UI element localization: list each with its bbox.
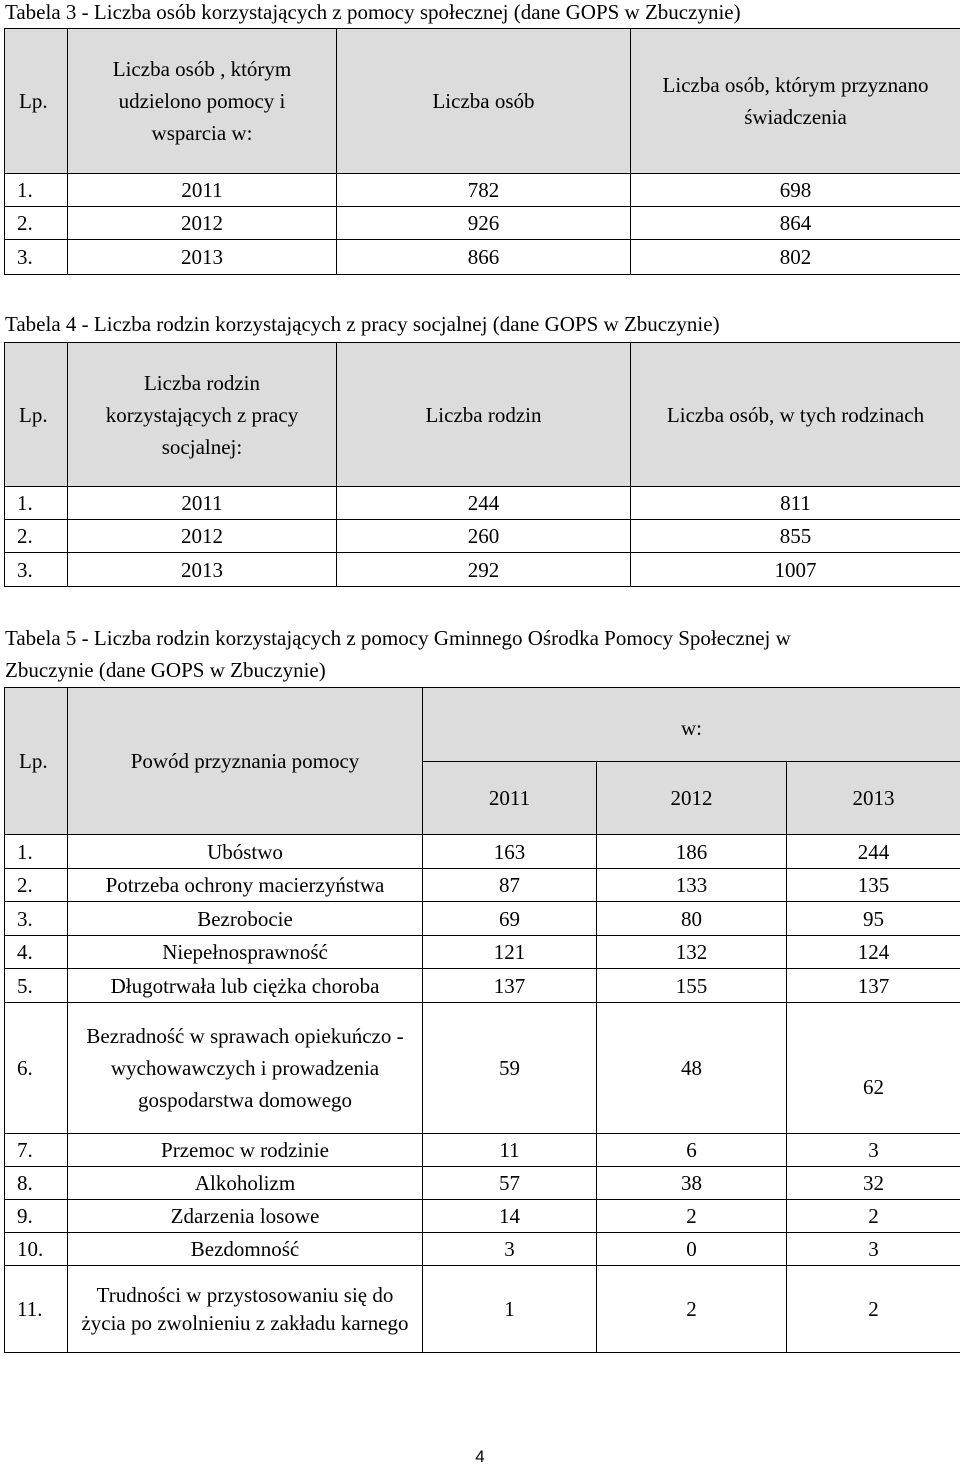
table-cell-lp: 1. [5, 174, 68, 207]
table-cell: 2 [597, 1266, 787, 1353]
table-row [5, 902, 960, 936]
table-cell-lp: 1. [5, 487, 68, 520]
table-cell: 2011 [68, 174, 337, 207]
table-cell-reason: Trudności w przystosowaniu się do życia po zwolnieniu z zakładu karnego [68, 1266, 423, 1353]
table-row [5, 553, 960, 587]
table-cell: 2012 [68, 520, 337, 553]
table-cell: 80 [597, 902, 787, 936]
table3-header-lp: Lp. [5, 29, 68, 174]
table-row [5, 1233, 960, 1266]
table-cell: 95 [787, 902, 960, 936]
table-cell: 244 [787, 835, 960, 869]
table-cell: 811 [631, 487, 960, 520]
table-cell: 186 [597, 835, 787, 869]
table-cell-reason: Długotrwała lub ciężka choroba [68, 969, 423, 1003]
table-cell: 2 [787, 1200, 960, 1233]
table-cell: 2013 [68, 553, 337, 587]
table-cell-reason: Zdarzenia losowe [68, 1200, 423, 1233]
table4 [4, 342, 960, 587]
table-row [5, 1003, 960, 1134]
table-row [5, 1167, 960, 1200]
table-cell: 137 [787, 969, 960, 1003]
table-cell-reason: Potrzeba ochrony macierzyństwa [68, 869, 423, 902]
table5-header-reason: Powód przyznania pomocy [68, 688, 423, 835]
table-cell-reason: Ubóstwo [68, 835, 423, 869]
page-number: 4 [475, 1447, 485, 1466]
table4-header-col3: Liczba osób, w tych rodzinach [631, 343, 960, 487]
table-cell: 2011 [68, 487, 337, 520]
table-cell: 926 [337, 207, 631, 240]
table-cell: 2 [597, 1200, 787, 1233]
table-row [5, 936, 960, 969]
table-cell-lp: 9. [5, 1200, 68, 1233]
table4-header-row [5, 343, 960, 487]
table3-caption: Tabela 3 - Liczba osób korzystających z pomocy społecznej (dane GOPS w Zbuczynie) [5, 0, 741, 24]
table-cell: 59 [423, 1003, 597, 1134]
table5-header-group: w: [423, 688, 960, 762]
table-row [5, 174, 960, 207]
table5-header-year: 2012 [597, 762, 787, 835]
table4-header-col2: Liczba rodzin [337, 343, 631, 487]
table-cell-lp: 1. [5, 835, 68, 869]
table-cell: 121 [423, 936, 597, 969]
table5 [4, 687, 960, 1353]
table-cell: 0 [597, 1233, 787, 1266]
table-row [5, 869, 960, 902]
table-cell: 11 [423, 1134, 597, 1167]
table-cell: 3 [787, 1233, 960, 1266]
table3 [4, 28, 960, 275]
table-cell-lp: 6. [5, 1003, 68, 1134]
table-cell-lp: 3. [5, 240, 68, 275]
table-cell: 69 [423, 902, 597, 936]
table-cell: 1 [423, 1266, 597, 1353]
table-cell-lp: 2. [5, 207, 68, 240]
table-cell-lp: 10. [5, 1233, 68, 1266]
table-cell-lp: 3. [5, 902, 68, 936]
table-cell-lp: 11. [5, 1266, 68, 1353]
table4-header-col1: Liczba rodzin korzystających z pracy socjalnej: [68, 343, 337, 487]
table-cell: 1007 [631, 553, 960, 587]
table-cell: 2012 [68, 207, 337, 240]
table-row [5, 835, 960, 869]
table-cell: 2 [787, 1266, 960, 1353]
table-cell: 62 [787, 1003, 960, 1134]
table-cell: 698 [631, 174, 960, 207]
table3-header-col1: Liczba osób , którym udzielono pomocy i wsparcia w: [68, 29, 337, 174]
table-cell-lp: 8. [5, 1167, 68, 1200]
table3-header-col3: Liczba osób, którym przyznano świadczenia [631, 29, 960, 174]
table5-caption-line2: Zbuczynie (dane GOPS w Zbuczynie) [5, 658, 326, 682]
table-cell: 32 [787, 1167, 960, 1200]
table3-header-col2: Liczba osób [337, 29, 631, 174]
table-cell-lp: 2. [5, 869, 68, 902]
table-row [5, 487, 960, 520]
table4-header-lp: Lp. [5, 343, 68, 487]
table-cell-reason: Bezdomność [68, 1233, 423, 1266]
table-cell: 57 [423, 1167, 597, 1200]
table-cell-reason: Bezradność w sprawach opiekuńczo - wychowawczych i prowadzenia gospodarstwa domowego [68, 1003, 423, 1134]
table-cell: 866 [337, 240, 631, 275]
table-cell-reason: Przemoc w rodzinie [68, 1134, 423, 1167]
table-cell: 87 [423, 869, 597, 902]
table-cell-reason: Alkoholizm [68, 1167, 423, 1200]
table-cell: 133 [597, 869, 787, 902]
table-row [5, 1200, 960, 1233]
table-cell: 132 [597, 936, 787, 969]
table5-header-lp: Lp. [5, 688, 68, 835]
table5-header-row-1 [5, 688, 960, 762]
table-cell: 864 [631, 207, 960, 240]
table-cell: 244 [337, 487, 631, 520]
table-cell: 135 [787, 869, 960, 902]
table-cell: 14 [423, 1200, 597, 1233]
table-row [5, 969, 960, 1003]
table-cell: 292 [337, 553, 631, 587]
table4-caption: Tabela 4 - Liczba rodzin korzystających z pracy socjalnej (dane GOPS w Zbuczynie) [5, 312, 720, 336]
table-row [5, 207, 960, 240]
table-cell: 124 [787, 936, 960, 969]
table5-caption-line1: Tabela 5 - Liczba rodzin korzystających z pomocy Gminnego Ośrodka Pomocy Społecznej w [5, 626, 791, 650]
table-cell: 6 [597, 1134, 787, 1167]
table-cell-lp: 7. [5, 1134, 68, 1167]
table-cell: 48 [597, 1003, 787, 1134]
table-cell: 782 [337, 174, 631, 207]
table-cell: 2013 [68, 240, 337, 275]
table-cell: 3 [423, 1233, 597, 1266]
table-cell-lp: 2. [5, 520, 68, 553]
table-row [5, 1266, 960, 1353]
table-cell: 855 [631, 520, 960, 553]
table-row [5, 520, 960, 553]
table-cell-reason: Bezrobocie [68, 902, 423, 936]
table5-header-year: 2013 [787, 762, 960, 835]
table-cell-lp: 5. [5, 969, 68, 1003]
table-cell: 163 [423, 835, 597, 869]
table5-header-year: 2011 [423, 762, 597, 835]
table-cell-lp: 4. [5, 936, 68, 969]
table-cell: 3 [787, 1134, 960, 1167]
table-cell: 155 [597, 969, 787, 1003]
table3-header-row [5, 29, 960, 174]
table-cell-reason: Niepełnosprawność [68, 936, 423, 969]
table-row [5, 240, 960, 275]
table-cell: 137 [423, 969, 597, 1003]
table-cell: 802 [631, 240, 960, 275]
table-cell: 38 [597, 1167, 787, 1200]
table-cell: 260 [337, 520, 631, 553]
table-cell-lp: 3. [5, 553, 68, 587]
table-row [5, 1134, 960, 1167]
